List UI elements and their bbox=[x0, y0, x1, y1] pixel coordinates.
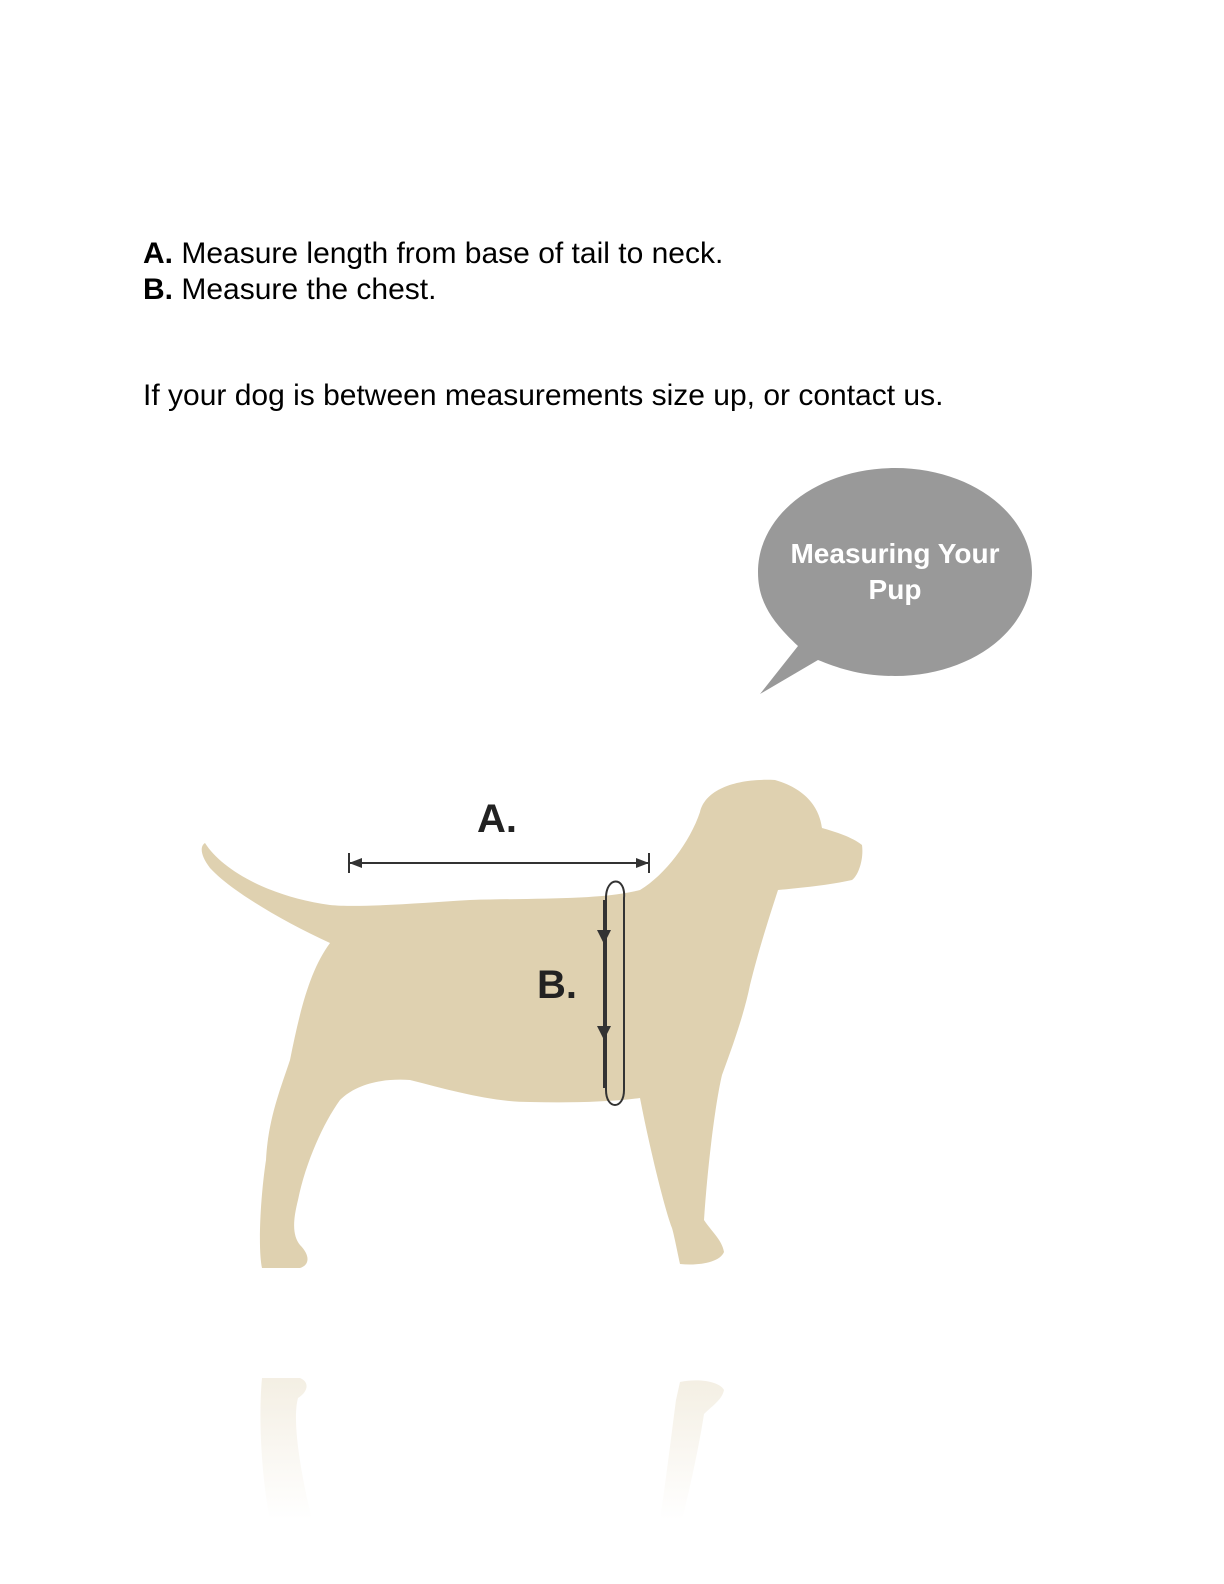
label-a: A. bbox=[477, 797, 517, 841]
speech-bubble-line2: Pup bbox=[868, 574, 922, 605]
instruction-a-key: A. bbox=[143, 237, 173, 270]
length-arrow-a bbox=[349, 853, 649, 873]
speech-bubble-line1: Measuring Your bbox=[790, 538, 1000, 569]
dog-reflection-front-leg bbox=[660, 1380, 724, 1520]
instruction-a-text: Measure length from base of tail to neck. bbox=[181, 237, 724, 270]
instruction-b-text: Measure the chest. bbox=[181, 273, 437, 306]
dog-reflection-rear-leg bbox=[260, 1378, 312, 1520]
instruction-b-key: B. bbox=[143, 273, 173, 306]
sizing-note: If your dog is between measurements size up, or contact us. bbox=[143, 379, 944, 412]
dog-silhouette bbox=[202, 780, 863, 1268]
label-b: B. bbox=[537, 963, 577, 1007]
